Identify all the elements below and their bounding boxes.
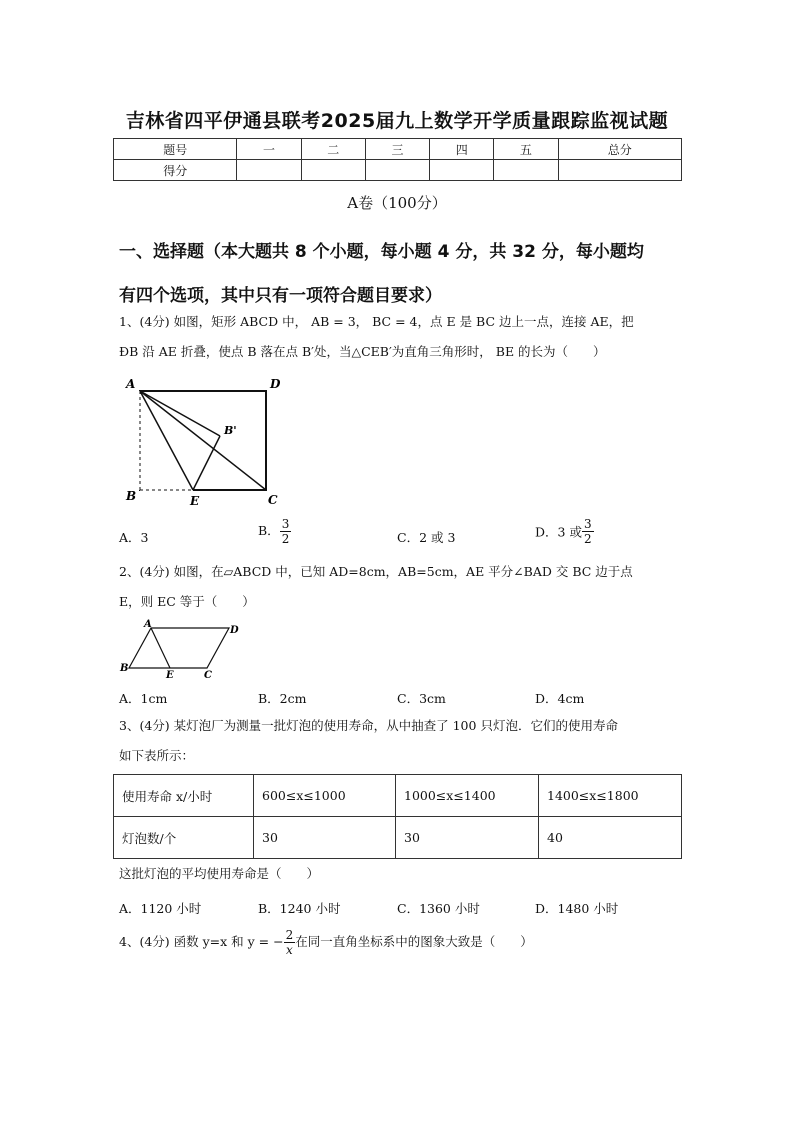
fraction: $\frac{3}{2}$: [583, 517, 592, 546]
score-header-cell: 五: [494, 139, 558, 160]
score-cell[interactable]: [237, 160, 301, 181]
label-d: D: [230, 625, 239, 636]
q3-option-a[interactable]: A．1120 小时: [119, 901, 202, 916]
score-cell[interactable]: [494, 160, 558, 181]
label-b: B: [120, 663, 129, 674]
lifetime-table: [113, 774, 682, 859]
table-cell: 600≤x≤1000: [254, 775, 396, 817]
label-c: C: [204, 670, 212, 680]
score-header-cell: 一: [237, 139, 301, 160]
line-ac: [140, 391, 266, 490]
q1-option-a[interactable]: A．3: [119, 530, 149, 545]
question-3-prompt: 这批灯泡的平均使用寿命是（ ）: [119, 866, 320, 881]
q2-option-a[interactable]: A．1cm: [119, 691, 168, 706]
fraction: $\frac{2}{x}$: [285, 928, 294, 957]
section-a-heading: A卷（100分）: [347, 194, 447, 212]
q1-option-b[interactable]: B． $\frac{3}{2}$: [258, 517, 290, 546]
label-b: B: [126, 489, 137, 503]
score-header-cell: 题号: [114, 139, 237, 160]
table-cell: 1000≤x≤1400: [396, 775, 539, 817]
q3-option-b[interactable]: B．1240 小时: [258, 901, 341, 916]
question-1-text: 1、(4分) 如图，矩形 ABCD 中， AB = 3， BC = 4，点 E 是 BC 边上一点，连接 AE，把 ÐB 沿 AE 折叠，使点 B 落在点 B′处，当△CEB′为直角三角形时， BE 的长为（ ）: [119, 314, 634, 359]
score-cell[interactable]: [301, 160, 365, 181]
parallelogram-abcd: [129, 628, 229, 668]
line-ae: [151, 628, 170, 668]
label-a: A: [126, 377, 136, 391]
score-header-cell: 三: [365, 139, 429, 160]
score-table: [113, 138, 682, 181]
q2-option-b[interactable]: B．2cm: [258, 691, 307, 706]
table-row: [114, 817, 682, 859]
label-a: A: [144, 619, 152, 630]
label-d: D: [270, 377, 281, 391]
q2-option-d[interactable]: D．4cm: [535, 691, 585, 706]
question-2-figure: [118, 618, 248, 680]
score-header-cell: 总分: [558, 139, 681, 160]
table-cell: 30: [396, 817, 539, 859]
score-header-cell: 四: [430, 139, 494, 160]
q2-option-c[interactable]: C．3cm: [397, 691, 446, 706]
score-row-label: 得分: [114, 160, 237, 181]
q3-option-d[interactable]: D．1480 小时: [535, 901, 619, 916]
score-cell[interactable]: [430, 160, 494, 181]
q3-option-c[interactable]: C．1360 小时: [397, 901, 480, 916]
table-row: [114, 139, 682, 160]
q1-option-d[interactable]: D．3 或 $\frac{3}{2}$: [535, 517, 592, 546]
label-e: E: [190, 494, 200, 508]
table-row: [114, 775, 682, 817]
table-cell: 40: [539, 817, 682, 859]
question-1-figure: [118, 372, 288, 512]
score-cell[interactable]: [365, 160, 429, 181]
label-e: E: [166, 670, 174, 680]
question-4-text: 4、(4分) 函数 y=x 和 y = − $\frac{2}{x}$ 在同一直角坐标系中的图象大致是（ ）: [119, 928, 533, 957]
table-cell: 30: [254, 817, 396, 859]
question-2-text: 2、(4分) 如图，在▱ABCD 中，已知 AD=8cm，AB=5cm，AE 平分∠BAD 交 BC 边于点 E，则 EC 等于（ ）: [119, 564, 633, 609]
table-cell: 灯泡数/个: [114, 817, 254, 859]
section-one-heading: 一、选择题（本大题共 8 个小题，每小题 4 分，共 32 分，每小题均 有四个选项，其中只有一项符合题目要求）: [119, 242, 644, 306]
question-3-text: 3、(4分) 某灯泡厂为测量一批灯泡的使用寿命，从中抽查了 100 只灯泡．它们的使用寿命 如下表所示：: [119, 718, 618, 763]
page-title: 吉林省四平伊通县联考2025届九上数学开学质量跟踪监视试题: [125, 110, 669, 132]
label-b-prime: B': [224, 424, 237, 437]
table-row: [114, 160, 682, 181]
table-cell: 使用寿命 x/小时: [114, 775, 254, 817]
score-header-cell: 二: [301, 139, 365, 160]
score-cell[interactable]: [558, 160, 681, 181]
fraction: $\frac{3}{2}$: [281, 517, 290, 546]
table-cell: 1400≤x≤1800: [539, 775, 682, 817]
label-c: C: [268, 493, 278, 507]
q1-option-c[interactable]: C．2 或 3: [397, 530, 456, 545]
